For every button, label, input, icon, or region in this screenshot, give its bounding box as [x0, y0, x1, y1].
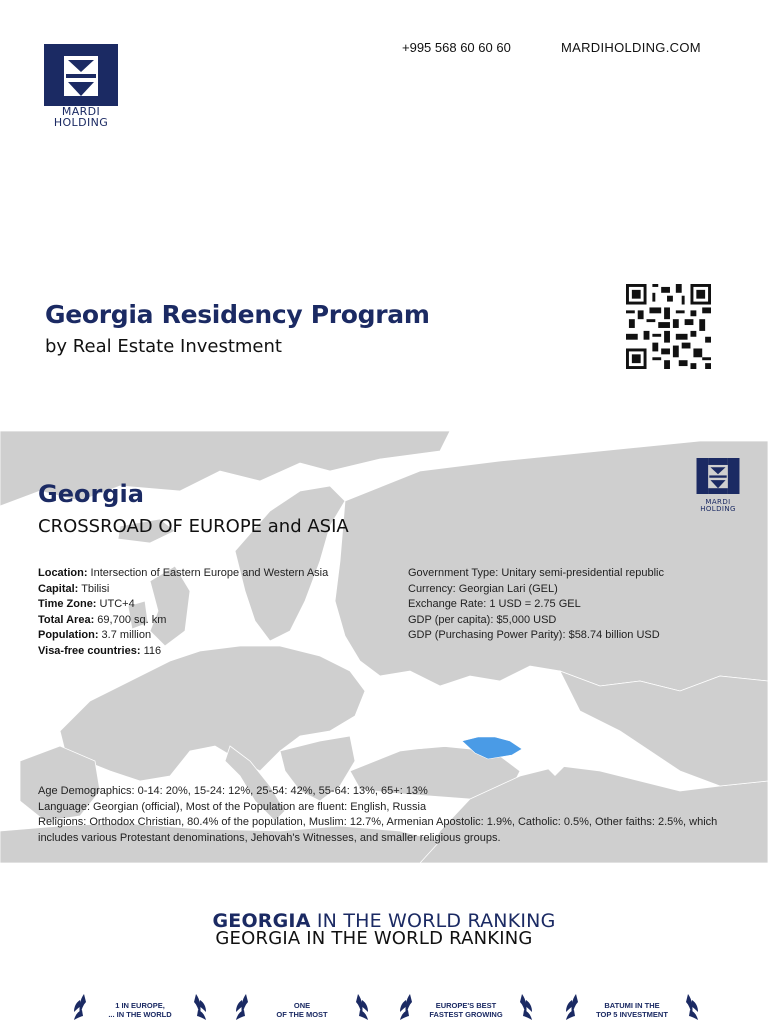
fact-value: 69,700 sq. km: [94, 613, 167, 626]
award-line1: BATUMI IN THE: [604, 1001, 660, 1010]
facts-right-list: [408, 566, 748, 644]
map-logo-text-line1: MARDI: [705, 498, 731, 506]
religions-info: Religions: Orthodox Christian, 80.4% of the population, Muslim: 12.7%, Armenian Apostolic: 1.9%, Catholic: 0.5%, Other faiths: 2.5%, which includes various Protestant denominations, Jehovah's Witnesses, and smaller religious groups.: [38, 816, 718, 844]
country-title: Georgia: [38, 480, 144, 508]
fact-value: Tbilisi: [78, 582, 110, 595]
award-line2: TOP 5 INVESTMENT: [596, 1009, 668, 1019]
fact-total-area: [38, 613, 398, 629]
fact-gdp-per-capita: GDP (per capita): $5,000 USD: [408, 613, 557, 626]
awards-row: [0, 990, 768, 1024]
fact-population: [38, 628, 398, 644]
facts-left-list: [38, 566, 398, 659]
logo-text-line2: HOLDING: [53, 116, 109, 129]
fact-label: Population:: [38, 629, 99, 641]
award-badge: [396, 990, 536, 1024]
award-badge: [562, 990, 702, 1024]
map-logo: [696, 458, 740, 513]
award-line2: OF THE MOST: [276, 1009, 328, 1019]
award-line2: ... IN THE WORLD: [108, 1009, 172, 1019]
fact-capital: [38, 582, 398, 598]
award-badge: [70, 990, 210, 1024]
fact-label: Time Zone:: [38, 598, 97, 610]
fact-label: Total Area:: [38, 613, 95, 626]
ranking-title-rest: IN THE WORLD RANKING: [310, 910, 556, 932]
fact-currency: Currency: Georgian Lari (GEL): [408, 582, 558, 595]
fact-label: Location:: [38, 567, 88, 579]
demographics-block: [38, 784, 758, 846]
award-line1: 1 IN EUROPE,: [115, 1001, 165, 1010]
qr-code-icon[interactable]: [626, 284, 711, 369]
page-title: Georgia Residency Program: [45, 300, 430, 329]
fact-exchange-rate: Exchange Rate: 1 USD = 2.75 GEL: [408, 598, 581, 610]
website-link[interactable]: MARDIHOLDING.COM: [561, 40, 701, 55]
award-line2: FASTEST GROWING: [429, 1009, 503, 1019]
award-text: [258, 1002, 346, 1019]
age-demographics: Age Demographics: 0-14: 20%, 15-24: 12%, 25-54: 42%, 55-64: 13%, 65+: 13%: [38, 785, 428, 797]
map-logo-text-line2: HOLDING: [700, 505, 736, 513]
page-header: [0, 0, 768, 140]
ranking-title-strong: GEORGIA: [212, 910, 311, 932]
fact-value: Intersection of Eastern Europe and Western Asia: [87, 567, 329, 579]
award-text: [96, 1002, 184, 1019]
award-line1: EUROPE'S BEST: [435, 1001, 497, 1010]
logo-text-line1: MARDI: [61, 105, 101, 118]
mardi-logo-icon: [696, 458, 740, 494]
fact-government: Government Type: Unitary semi-presidential republic: [408, 567, 664, 579]
fact-location: [38, 566, 398, 582]
language-info: Language: Georgian (official), Most of the Population are fluent: English, Russia: [38, 800, 427, 813]
fact-visa-free: [38, 644, 398, 660]
fact-label: Visa-free countries:: [38, 644, 141, 657]
page-subtitle: by Real Estate Investment: [45, 336, 282, 357]
fact-value: UTC+4: [96, 598, 135, 610]
fact-value: 3.7 million: [98, 629, 152, 641]
mardi-holding-logo[interactable]: [44, 44, 118, 128]
award-line1: ONE: [293, 1001, 311, 1010]
fact-time-zone: [38, 597, 398, 613]
phone-number[interactable]: +995 568 60 60 60: [402, 40, 511, 55]
fact-gdp-ppp: GDP (Purchasing Power Parity): $58.74 billion USD: [408, 629, 660, 641]
award-text: [422, 1002, 510, 1019]
ranking-title-repeat: GEORGIA IN THE WORLD RANKING: [215, 928, 533, 949]
award-badge: [232, 990, 372, 1024]
mardi-logo-icon: [44, 44, 118, 106]
country-subtitle: CROSSROAD OF EUROPE and ASIA: [38, 516, 349, 537]
fact-value: 116: [140, 644, 162, 657]
fact-label: Capital:: [38, 582, 79, 595]
award-text: [588, 1002, 676, 1019]
